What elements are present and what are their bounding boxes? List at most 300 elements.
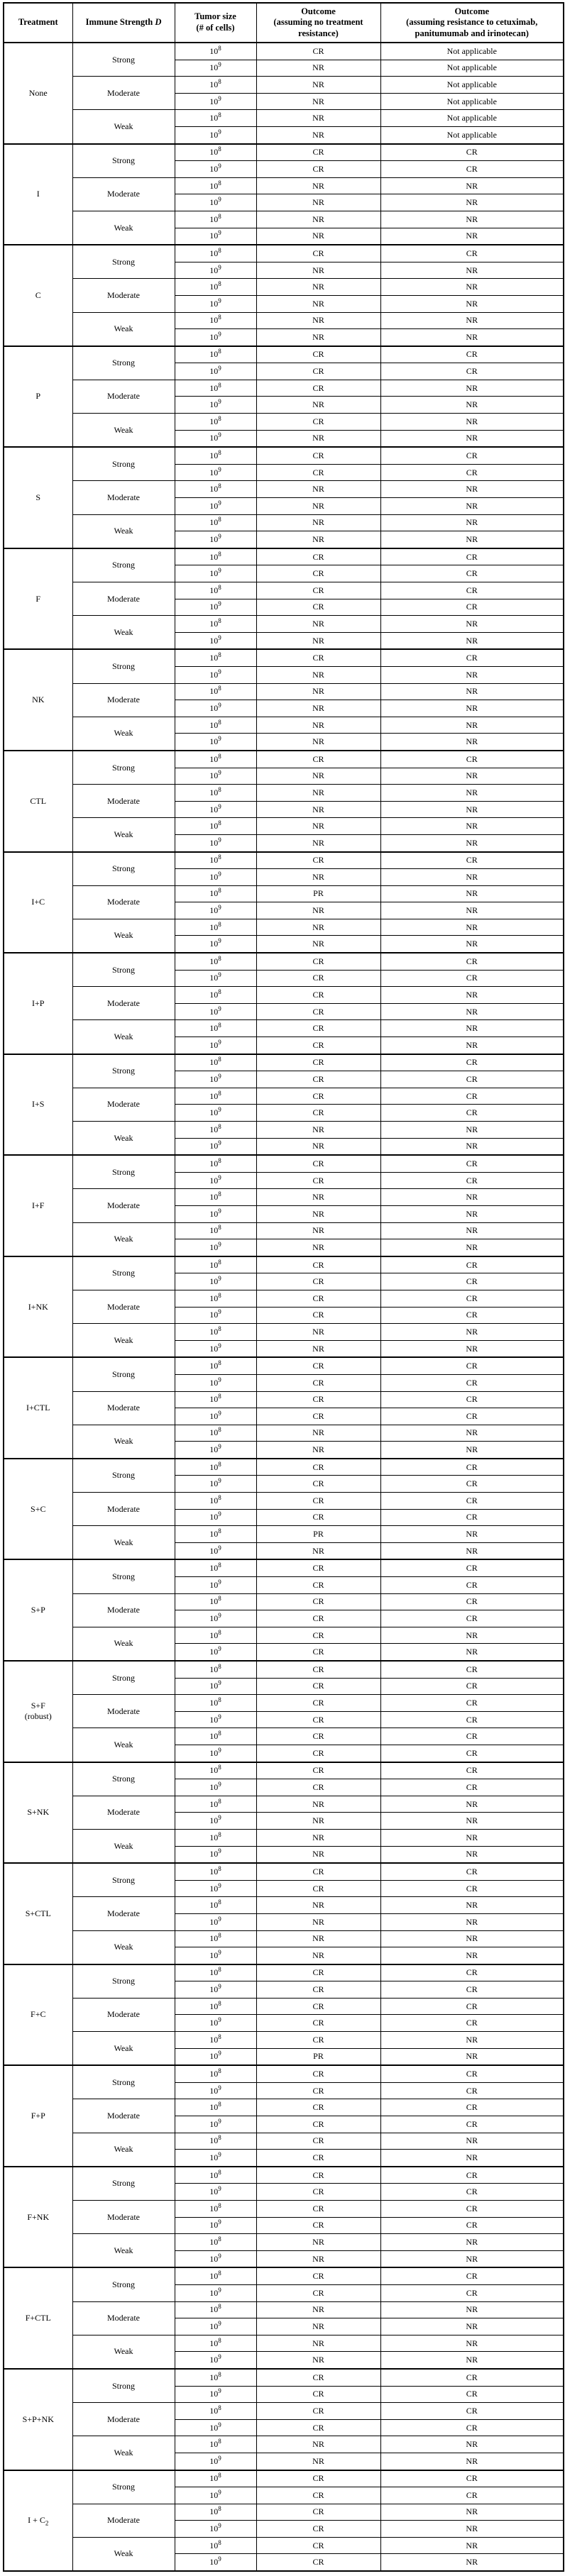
treatment-cell: CTL [4, 751, 72, 852]
immune-strength-cell: Weak [72, 1526, 175, 1560]
outcome-with-resistance-cell: NR [380, 2133, 564, 2150]
outcome-no-resistance-cell: CR [256, 2403, 380, 2420]
immune-strength-cell: Weak [72, 2234, 175, 2268]
tumor-size-cell: $10^8$ [175, 2099, 256, 2116]
outcome-with-resistance-cell: CR [380, 599, 564, 616]
outcome-with-resistance-cell: NR [380, 2250, 564, 2267]
tumor-size-cell: $10^8$ [175, 1796, 256, 1813]
outcome-with-resistance-cell: NR [380, 430, 564, 447]
immune-strength-cell: Weak [72, 1324, 175, 1358]
tumor-size-cell: $10^8$ [175, 447, 256, 464]
outcome-with-resistance-cell: NR [380, 919, 564, 936]
tumor-size-cell: $10^9$ [175, 1273, 256, 1290]
table-row [4, 1088, 564, 1105]
table-row [4, 1054, 564, 1071]
table-row [4, 649, 564, 666]
tumor-size-cell: $10^8$ [175, 2301, 256, 2318]
outcome-no-resistance-cell: CR [256, 1020, 380, 1037]
tumor-size-cell: $10^9$ [175, 228, 256, 245]
tumor-size-cell: $10^9$ [175, 1846, 256, 1863]
tumor-size-cell: $10^8$ [175, 380, 256, 397]
tumor-size-cell: $10^8$ [175, 616, 256, 633]
outcome-no-resistance-cell: NR [256, 1138, 380, 1155]
tumor-size-cell: $10^8$ [175, 717, 256, 734]
immune-strength-cell: Strong [72, 953, 175, 987]
table-row [4, 1324, 564, 1341]
outcome-no-resistance-cell: CR [256, 1509, 380, 1526]
outcome-no-resistance-cell: NR [256, 211, 380, 228]
outcome-with-resistance-cell: NR [380, 2554, 564, 2571]
outcome-with-resistance-cell: CR [380, 2284, 564, 2301]
outcome-no-resistance-cell: NR [256, 397, 380, 414]
table-row [4, 2537, 564, 2554]
outcome-no-resistance-cell: CR [256, 1644, 380, 1661]
table-row [4, 2234, 564, 2251]
outcome-no-resistance-cell: CR [256, 2487, 380, 2504]
outcome-no-resistance-cell: CR [256, 2217, 380, 2234]
tumor-size-cell: $10^8$ [175, 1054, 256, 1071]
outcome-with-resistance-cell: CR [380, 1880, 564, 1897]
tumor-size-cell: $10^9$ [175, 902, 256, 919]
immune-strength-cell: Weak [72, 514, 175, 548]
tumor-size-cell: $10^8$ [175, 1256, 256, 1273]
outcome-with-resistance-cell: NR [380, 498, 564, 515]
table-row [4, 1425, 564, 1442]
table-row [4, 987, 564, 1004]
outcome-no-resistance-cell: CR [256, 1307, 380, 1324]
immune-strength-cell: Strong [72, 43, 175, 77]
table-row [4, 1728, 564, 1745]
outcome-with-resistance-cell: CR [380, 1071, 564, 1088]
outcome-no-resistance-cell: NR [256, 1442, 380, 1459]
outcome-no-resistance-cell: CR [256, 2504, 380, 2521]
tumor-size-cell: $10^9$ [175, 2453, 256, 2470]
tumor-size-cell: $10^8$ [175, 481, 256, 498]
treatment-cell: I+CTL [4, 1357, 72, 1459]
outcome-with-resistance-cell: NR [380, 2048, 564, 2065]
outcome-with-resistance-cell: NR [380, 1425, 564, 1442]
tumor-size-cell: $10^8$ [175, 1324, 256, 1341]
tumor-size-cell: $10^9$ [175, 2217, 256, 2234]
table-row [4, 1762, 564, 1779]
outcome-with-resistance-cell: CR [380, 447, 564, 464]
immune-strength-cell: Moderate [72, 1493, 175, 1526]
treatment-block [4, 548, 564, 650]
outcome-no-resistance-cell: CR [256, 1003, 380, 1020]
outcome-no-resistance-cell: NR [256, 279, 380, 296]
outcome-with-resistance-cell: CR [380, 1661, 564, 1678]
tumor-size-cell: $10^8$ [175, 2234, 256, 2251]
outcome-no-resistance-cell: NR [256, 768, 380, 785]
tumor-size-cell: $10^8$ [175, 751, 256, 768]
table-row [4, 2335, 564, 2352]
table-row [4, 818, 564, 835]
outcome-with-resistance-cell: CR [380, 1678, 564, 1695]
outcome-no-resistance-cell: CR [256, 1627, 380, 1644]
outcome-with-resistance-cell: CR [380, 2082, 564, 2099]
outcome-with-resistance-cell: NR [380, 1796, 564, 1813]
treatment-block [4, 751, 564, 852]
outcome-no-resistance-cell: CR [256, 2184, 380, 2201]
outcome-no-resistance-cell: NR [256, 262, 380, 279]
tumor-size-cell: $10^9$ [175, 2048, 256, 2065]
outcome-no-resistance-cell: CR [256, 1459, 380, 1476]
outcome-no-resistance-cell: NR [256, 1425, 380, 1442]
immune-strength-cell: Weak [72, 919, 175, 953]
outcome-with-resistance-cell: CR [380, 464, 564, 481]
treatment-cell: F+C [4, 1964, 72, 2066]
immune-strength-cell: Strong [72, 1054, 175, 1088]
table-row [4, 2470, 564, 2487]
tumor-size-cell: $10^9$ [175, 464, 256, 481]
table-row [4, 683, 564, 700]
outcome-no-resistance-cell: CR [256, 953, 380, 970]
outcome-no-resistance-cell: CR [256, 346, 380, 363]
immune-strength-cell: Moderate [72, 1088, 175, 1121]
tumor-size-cell: $10^9$ [175, 666, 256, 683]
table-row [4, 1863, 564, 1880]
immune-strength-cell: Weak [72, 1020, 175, 1054]
outcome-no-resistance-cell: NR [256, 1813, 380, 1830]
tumor-size-cell: $10^9$ [175, 801, 256, 818]
outcome-no-resistance-cell: CR [256, 414, 380, 431]
outcome-no-resistance-cell: NR [256, 1189, 380, 1206]
tumor-size-cell: $10^8$ [175, 548, 256, 565]
table-row [4, 1391, 564, 1408]
outcome-no-resistance-cell: CR [256, 1155, 380, 1172]
table-row [4, 852, 564, 869]
tumor-size-cell: $10^9$ [175, 1880, 256, 1897]
outcome-no-resistance-cell: CR [256, 1695, 380, 1712]
outcome-with-resistance-cell: NR [380, 700, 564, 717]
treatment-block [4, 1256, 564, 1358]
outcome-no-resistance-cell: CR [256, 987, 380, 1004]
outcome-no-resistance-cell: CR [256, 2032, 380, 2049]
outcome-no-resistance-cell: NR [256, 177, 380, 194]
outcome-no-resistance-cell: NR [256, 430, 380, 447]
tumor-size-cell: $10^9$ [175, 1138, 256, 1155]
tumor-size-cell: $10^8$ [175, 1459, 256, 1476]
outcome-with-resistance-cell: CR [380, 2267, 564, 2284]
outcome-no-resistance-cell: NR [256, 2301, 380, 2318]
tumor-size-cell: $10^9$ [175, 2015, 256, 2032]
immune-strength-cell: Strong [72, 1964, 175, 1999]
outcome-no-resistance-cell: NR [256, 1222, 380, 1239]
tumor-size-cell: $10^8$ [175, 987, 256, 1004]
outcome-with-resistance-cell: Not applicable [380, 93, 564, 110]
immune-strength-cell: Moderate [72, 2504, 175, 2537]
outcome-with-resistance-cell: NR [380, 683, 564, 700]
outcome-no-resistance-cell: CR [256, 1559, 380, 1576]
tumor-size-cell: $10^9$ [175, 498, 256, 515]
outcome-no-resistance-cell: NR [256, 295, 380, 312]
outcome-with-resistance-cell: NR [380, 1324, 564, 1341]
tumor-size-cell: $10^8$ [175, 2369, 256, 2386]
outcome-with-resistance-cell: NR [380, 616, 564, 633]
outcome-no-resistance-cell: CR [256, 1678, 380, 1695]
outcome-no-resistance-cell: NR [256, 936, 380, 953]
immune-strength-cell: Strong [72, 346, 175, 380]
outcome-with-resistance-cell: CR [380, 1577, 564, 1594]
table-row [4, 1493, 564, 1510]
table-row [4, 953, 564, 970]
outcome-no-resistance-cell: NR [256, 1913, 380, 1930]
outcome-with-resistance-cell: NR [380, 1542, 564, 1559]
immune-strength-cell: Weak [72, 2335, 175, 2369]
outcome-no-resistance-cell: CR [256, 1661, 380, 1678]
outcome-with-resistance-cell: NR [380, 1020, 564, 1037]
outcome-with-resistance-cell: NR [380, 1122, 564, 1139]
table-header [4, 3, 564, 43]
tumor-size-cell: $10^8$ [175, 1930, 256, 1947]
immune-strength-cell: Weak [72, 2436, 175, 2470]
outcome-no-resistance-cell: NR [256, 77, 380, 94]
outcome-with-resistance-cell: NR [380, 2150, 564, 2167]
tumor-size-cell: $10^9$ [175, 295, 256, 312]
tumor-size-cell: $10^9$ [175, 1105, 256, 1122]
treatment-cell: P [4, 346, 72, 448]
outcome-with-resistance-cell: Not applicable [380, 126, 564, 143]
immune-strength-cell: Strong [72, 2267, 175, 2301]
outcome-no-resistance-cell: NR [256, 2318, 380, 2335]
immune-strength-cell: Weak [72, 110, 175, 144]
tumor-size-cell: $10^9$ [175, 1374, 256, 1391]
table-row [4, 1122, 564, 1139]
outcome-with-resistance-cell: CR [380, 1374, 564, 1391]
tumor-size-cell: $10^9$ [175, 1644, 256, 1661]
tumor-size-cell: $10^8$ [175, 1593, 256, 1610]
treatment-block [4, 1155, 564, 1256]
table-row [4, 582, 564, 599]
table-row [4, 2167, 564, 2184]
table-row [4, 616, 564, 633]
tumor-size-cell: $10^8$ [175, 110, 256, 127]
outcome-with-resistance-cell: CR [380, 970, 564, 987]
outcome-no-resistance-cell: NR [256, 1930, 380, 1947]
table-row [4, 1189, 564, 1206]
tumor-size-cell: $10^9$ [175, 397, 256, 414]
outcome-with-resistance-cell: NR [380, 1913, 564, 1930]
outcome-with-resistance-cell: CR [380, 1155, 564, 1172]
tumor-size-cell: $10^8$ [175, 785, 256, 802]
treatment-cell: S+CTL [4, 1863, 72, 1964]
outcome-with-resistance-cell: NR [380, 2318, 564, 2335]
immune-strength-cell: Weak [72, 1222, 175, 1256]
outcome-no-resistance-cell: NR [256, 1796, 380, 1813]
tumor-size-cell: $10^9$ [175, 1340, 256, 1357]
outcome-with-resistance-cell: CR [380, 1863, 564, 1880]
tumor-size-cell: $10^9$ [175, 1610, 256, 1627]
treatment-block [4, 245, 564, 346]
outcome-no-resistance-cell: CR [256, 1998, 380, 2015]
outcome-with-resistance-cell: CR [380, 953, 564, 970]
outcome-no-resistance-cell: NR [256, 700, 380, 717]
outcome-no-resistance-cell: NR [256, 2352, 380, 2369]
treatment-block [4, 2065, 564, 2167]
immune-strength-cell: Strong [72, 1357, 175, 1391]
outcome-with-resistance-cell: NR [380, 1189, 564, 1206]
table-row [4, 414, 564, 431]
treatment-block [4, 447, 564, 548]
immune-strength-cell: Weak [72, 1829, 175, 1863]
tumor-size-cell: $10^8$ [175, 1222, 256, 1239]
outcome-no-resistance-cell: CR [256, 548, 380, 565]
tumor-size-cell: $10^9$ [175, 1779, 256, 1796]
outcome-no-resistance-cell: PR [256, 2048, 380, 2065]
outcome-no-resistance-cell: NR [256, 312, 380, 329]
outcome-with-resistance-cell: CR [380, 1964, 564, 1981]
tumor-size-cell: $10^9$ [175, 734, 256, 751]
outcome-with-resistance-cell: CR [380, 1593, 564, 1610]
outcome-no-resistance-cell: NR [256, 60, 380, 77]
treatment-cell: I+F [4, 1155, 72, 1256]
outcome-with-resistance-cell: NR [380, 2521, 564, 2538]
outcome-no-resistance-cell: CR [256, 1593, 380, 1610]
outcome-with-resistance-cell: NR [380, 2335, 564, 2352]
outcome-no-resistance-cell: NR [256, 2453, 380, 2470]
table-row [4, 312, 564, 329]
table-row [4, 1897, 564, 1914]
tumor-size-cell: $10^8$ [175, 279, 256, 296]
outcome-no-resistance-cell: CR [256, 1762, 380, 1779]
outcome-no-resistance-cell: CR [256, 1088, 380, 1105]
table-row [4, 211, 564, 228]
outcome-with-resistance-cell: CR [380, 1459, 564, 1476]
outcome-no-resistance-cell: CR [256, 1172, 380, 1189]
outcome-no-resistance-cell: NR [256, 1947, 380, 1964]
outcome-no-resistance-cell: CR [256, 852, 380, 869]
tumor-size-cell: $10^8$ [175, 2504, 256, 2521]
tumor-size-cell: $10^9$ [175, 531, 256, 548]
outcome-no-resistance-cell: CR [256, 1880, 380, 1897]
tumor-size-cell: $10^8$ [175, 953, 256, 970]
immune-strength-cell: Weak [72, 211, 175, 245]
table-row [4, 1593, 564, 1610]
outcome-with-resistance-cell: CR [380, 1476, 564, 1493]
tumor-size-cell: $10^9$ [175, 329, 256, 346]
outcome-with-resistance-cell: CR [380, 1745, 564, 1762]
outcome-with-resistance-cell: NR [380, 1813, 564, 1830]
tumor-size-cell: $10^9$ [175, 2386, 256, 2403]
outcome-no-resistance-cell: CR [256, 751, 380, 768]
outcome-no-resistance-cell: CR [256, 1037, 380, 1054]
table-row [4, 1155, 564, 1172]
table-row [4, 245, 564, 262]
immune-strength-cell: Weak [72, 1425, 175, 1459]
immune-strength-cell: Strong [72, 1762, 175, 1796]
table-row [4, 2403, 564, 2420]
outcome-no-resistance-cell: CR [256, 464, 380, 481]
table-row [4, 1357, 564, 1374]
outcome-no-resistance-cell: CR [256, 245, 380, 262]
tumor-size-cell: $10^9$ [175, 2487, 256, 2504]
outcome-no-resistance-cell: CR [256, 1779, 380, 1796]
immune-strength-cell: Weak [72, 312, 175, 346]
outcome-no-resistance-cell: NR [256, 110, 380, 127]
immune-strength-cell: Strong [72, 1459, 175, 1493]
outcome-with-resistance-cell: NR [380, 785, 564, 802]
outcome-no-resistance-cell: CR [256, 1493, 380, 1510]
table-row [4, 1930, 564, 1947]
tumor-size-cell: $10^8$ [175, 177, 256, 194]
immune-strength-cell: Moderate [72, 785, 175, 818]
immune-strength-cell: Moderate [72, 885, 175, 919]
outcome-no-resistance-cell: CR [256, 1054, 380, 1071]
outcome-no-resistance-cell: CR [256, 1981, 380, 1999]
outcome-with-resistance-cell: CR [380, 582, 564, 599]
treatment-block [4, 1964, 564, 2066]
outcome-no-resistance-cell: CR [256, 144, 380, 161]
outcome-no-resistance-cell: CR [256, 2133, 380, 2150]
outcome-with-resistance-cell: CR [380, 1779, 564, 1796]
outcome-with-resistance-cell: CR [380, 2015, 564, 2032]
tumor-size-cell: $10^9$ [175, 161, 256, 178]
outcome-with-resistance-cell: NR [380, 987, 564, 1004]
outcome-with-resistance-cell: CR [380, 1273, 564, 1290]
table-row [4, 2032, 564, 2049]
outcome-with-resistance-cell: CR [380, 2403, 564, 2420]
immune-strength-cell: Moderate [72, 279, 175, 312]
outcome-no-resistance-cell: CR [256, 1476, 380, 1493]
tumor-size-cell: $10^9$ [175, 1981, 256, 1999]
outcome-with-resistance-cell: NR [380, 2301, 564, 2318]
outcome-no-resistance-cell: CR [256, 447, 380, 464]
outcome-with-resistance-cell: NR [380, 834, 564, 851]
table-row [4, 1020, 564, 1037]
treatment-block [4, 2470, 564, 2572]
outcome-with-resistance-cell: Not applicable [380, 43, 564, 60]
tumor-size-cell: $10^9$ [175, 2419, 256, 2436]
tumor-size-cell: $10^8$ [175, 2065, 256, 2082]
outcome-with-resistance-cell: NR [380, 194, 564, 211]
tumor-size-cell: $10^8$ [175, 2167, 256, 2184]
treatment-cell: I+S [4, 1054, 72, 1156]
outcome-with-resistance-cell: Not applicable [380, 60, 564, 77]
outcome-with-resistance-cell: CR [380, 2419, 564, 2436]
table-row [4, 885, 564, 902]
treatment-cell: S+P+NK [4, 2369, 72, 2470]
outcome-no-resistance-cell: CR [256, 2369, 380, 2386]
tumor-size-cell: $10^8$ [175, 2133, 256, 2150]
outcome-no-resistance-cell: NR [256, 514, 380, 531]
immune-strength-cell: Weak [72, 616, 175, 650]
outcome-no-resistance-cell: CR [256, 1273, 380, 1290]
tumor-size-cell: $10^8$ [175, 2267, 256, 2284]
table-row [4, 77, 564, 94]
tumor-size-cell: $10^8$ [175, 852, 256, 869]
outcome-no-resistance-cell: NR [256, 1897, 380, 1914]
outcome-with-resistance-cell: NR [380, 936, 564, 953]
outcome-with-resistance-cell: CR [380, 1559, 564, 1576]
tumor-size-cell: $10^8$ [175, 1829, 256, 1846]
tumor-size-cell: $10^8$ [175, 818, 256, 835]
outcome-with-resistance-cell: CR [380, 2201, 564, 2218]
outcome-with-resistance-cell: CR [380, 1610, 564, 1627]
treatment-block [4, 1357, 564, 1459]
outcome-with-resistance-cell: NR [380, 717, 564, 734]
outcome-with-resistance-cell: NR [380, 801, 564, 818]
outcome-with-resistance-cell: CR [380, 1290, 564, 1307]
immune-strength-cell: Strong [72, 751, 175, 785]
outcome-with-resistance-cell: CR [380, 2065, 564, 2082]
tumor-size-cell: $10^9$ [175, 632, 256, 649]
outcome-no-resistance-cell: CR [256, 2521, 380, 2538]
tumor-size-cell: $10^8$ [175, 1695, 256, 1712]
outcome-with-resistance-cell: NR [380, 1205, 564, 1222]
outcome-with-resistance-cell: NR [380, 1627, 564, 1644]
outcome-no-resistance-cell: CR [256, 2537, 380, 2554]
treatment-cell: I [4, 144, 72, 245]
